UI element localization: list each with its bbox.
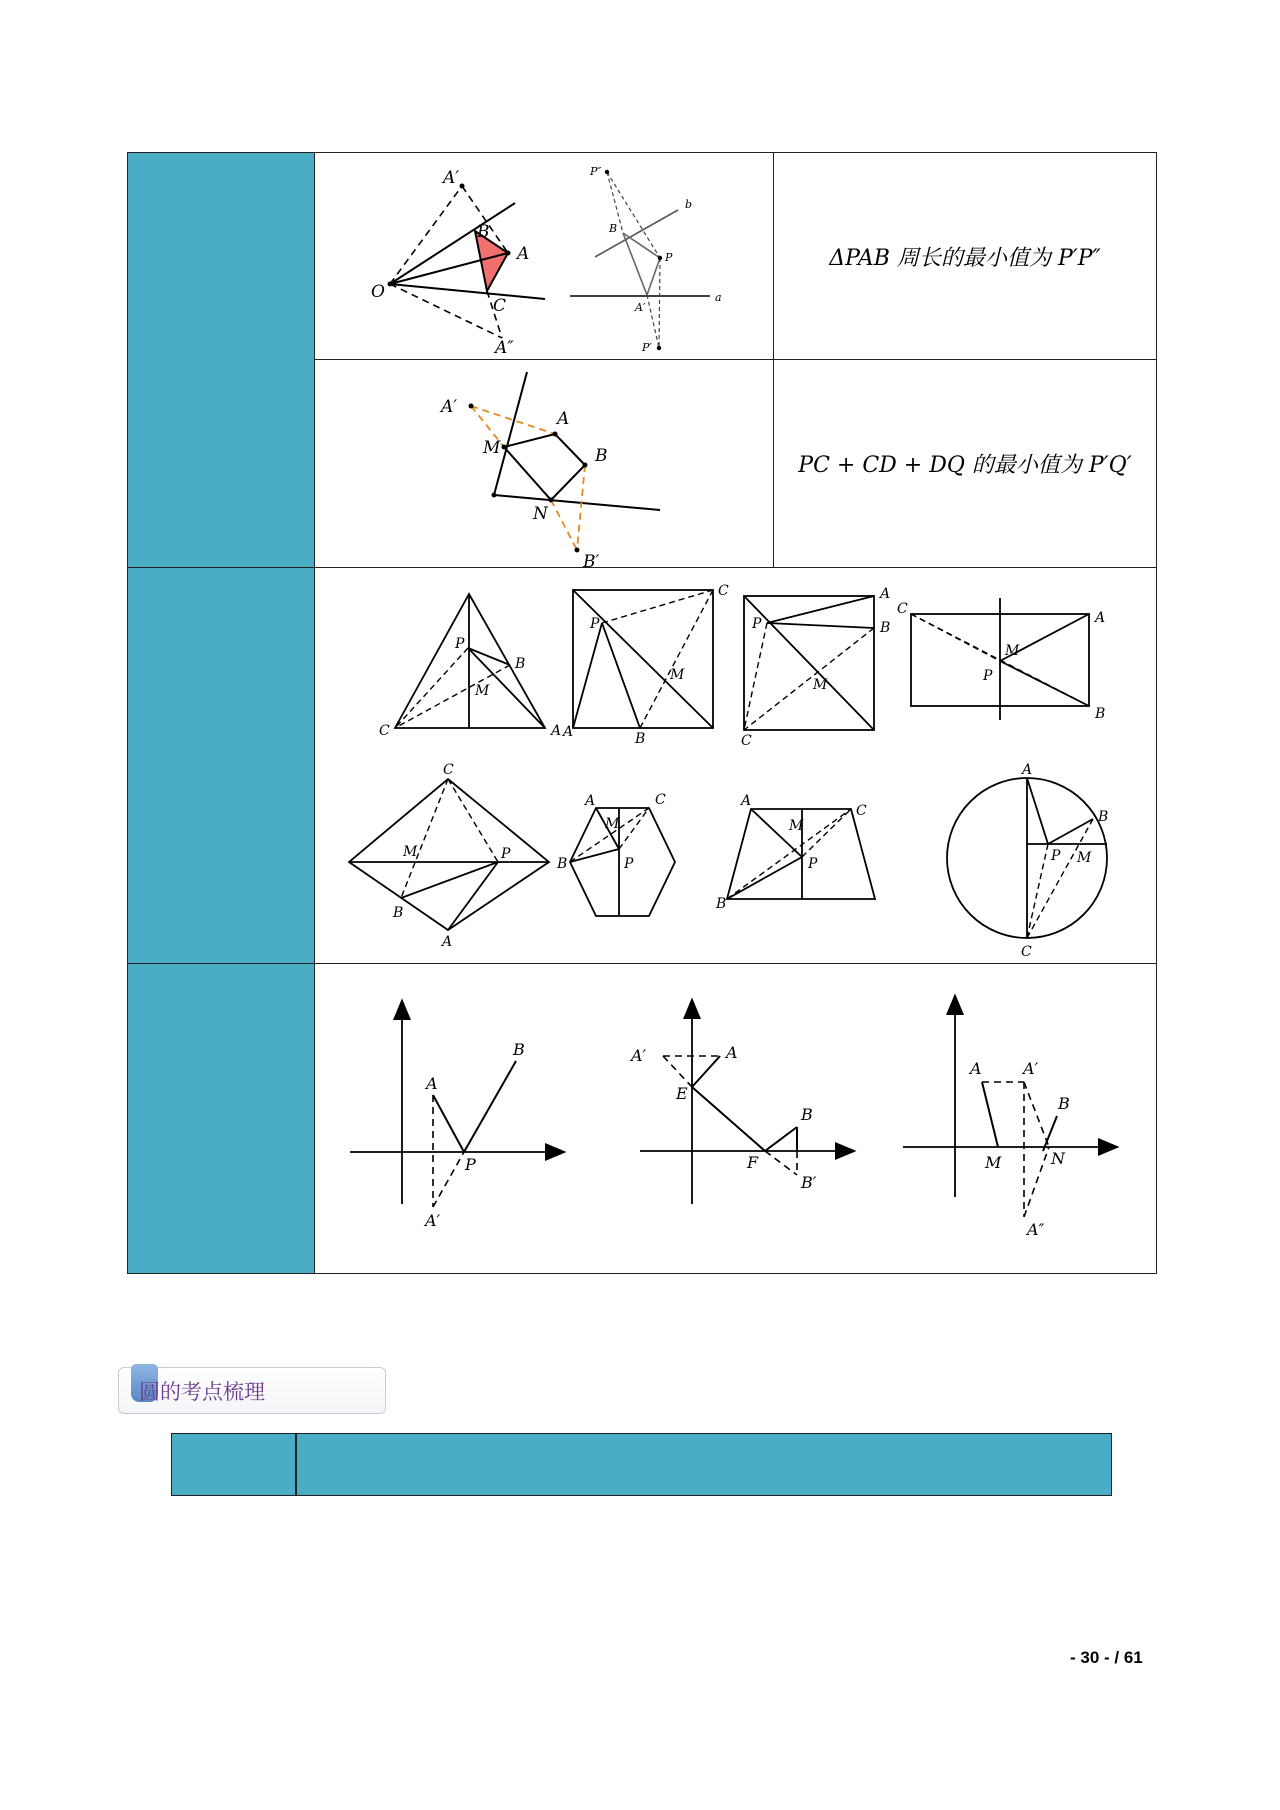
label-a: A [563,724,574,740]
label-b: B [880,620,891,636]
angle-reflection-figure [315,153,775,361]
label-p: P [665,251,673,264]
label-e: E [676,1084,688,1103]
row1-result-cell [773,152,1157,360]
square-figure-1 [561,583,729,747]
label-b: B [1058,1094,1070,1113]
label-c: C [655,792,666,808]
label-m: M [1005,643,1020,659]
trapezoid-figure [715,793,875,912]
circle-figure [947,762,1108,960]
triangle-figure [379,594,561,739]
label-a: A [442,934,453,950]
label-b: B [801,1105,813,1124]
label-c: C [443,762,454,778]
label-b: B [1095,706,1106,722]
label-p: P [808,856,818,872]
label-n: N [533,504,548,524]
rhombus-figure [349,762,549,950]
label-a: A [426,1074,438,1093]
hexagon-figure [556,792,675,916]
label-a: A [551,723,562,739]
label-a-prime-r: A′ [635,301,646,314]
row2-result-text: PC + CD + DQ 的最小值为 P′Q′ [798,453,1132,478]
label-b-line: b [685,198,693,211]
label-f: F [747,1153,759,1172]
label-a-prime: A′ [1023,1059,1039,1078]
label-o: O [371,282,385,302]
label-m: M [1077,850,1092,866]
label-a: A [585,793,596,809]
label-b: B [513,1040,525,1059]
label-m: M [813,677,828,693]
label-c: C [897,601,908,617]
geometry-table [127,152,1157,1274]
row1-result-text: ΔPAB 周长的最小值为 P′P″ [829,245,1101,271]
label-b: B [635,731,646,747]
label-a: A [517,244,530,264]
label-b: B [393,905,404,921]
coordinate-figure-2 [629,1001,853,1204]
label-b: B [595,446,608,466]
label-m: M [483,438,501,458]
label-c: C [493,296,507,316]
label-p: P [624,856,634,872]
label-a: A [741,793,752,809]
label-p: P [983,668,993,684]
label-a: A [970,1059,982,1078]
coordinate-figures [315,964,1158,1275]
row4-label-cell [127,963,315,1274]
bar-divider [295,1434,297,1495]
label-c: C [741,733,752,749]
rectangle-figure [897,598,1105,722]
teal-header-bar [171,1433,1112,1496]
section-heading [118,1367,386,1414]
label-p-prime: P′ [642,341,652,354]
label-a-double-prime: A″ [1027,1220,1045,1239]
row3-figure-cell [314,567,1157,964]
label-m: M [670,667,685,683]
label-b-point: B [609,222,618,235]
label-c: C [856,803,867,819]
row4-figure-cell [314,963,1157,1274]
label-a-double-prime: A″ [495,338,514,358]
label-a-prime: A′ [631,1046,647,1065]
label-p: P [590,616,600,632]
label-a: A [1095,610,1106,626]
shape-figures-grid [315,568,1158,965]
label-p-double-prime: P″ [590,165,602,178]
label-a: A [726,1043,738,1062]
label-p: P [501,846,511,862]
label-c: C [379,723,390,739]
square-figure-2 [741,586,890,749]
label-m: M [605,816,620,832]
label-b: B [716,896,727,912]
label-m: M [403,844,418,860]
label-a: A [557,409,570,429]
label-p: P [455,636,465,652]
row2-figure-cell [314,359,774,568]
label-m: M [475,683,490,699]
label-b: B [477,222,490,242]
label-b: B [557,856,568,872]
page-number: - 30 - / 61 [1070,1648,1143,1667]
row1-label-cell [127,152,315,568]
label-b-prime: B′ [801,1173,817,1192]
section-heading-text: 圆的考点梳理 [139,1380,265,1404]
coordinate-figure-1 [350,1002,563,1230]
label-n: N [1051,1149,1065,1168]
label-a-prime: A′ [425,1211,441,1230]
label-a-prime: A′ [441,397,458,417]
label-a: A [880,586,891,602]
label-b: B [1098,809,1109,825]
label-p: P [1051,848,1061,864]
label-p: P [752,616,762,632]
label-b-prime: B′ [583,552,600,569]
label-m: M [789,818,804,834]
label-m: M [985,1153,1002,1172]
label-p: P [465,1155,476,1174]
row2-result-cell [773,359,1157,568]
label-b: B [515,656,526,672]
label-a-line: a [715,291,722,304]
label-a-prime: A′ [443,168,460,188]
label-c: C [1021,944,1032,960]
label-c: C [718,583,729,599]
quadrilateral-reflection-figure [315,360,775,569]
label-a: A [1022,762,1033,778]
row3-label-cell [127,567,315,964]
row1-figure-cell [314,152,774,360]
coordinate-figure-3 [903,997,1116,1239]
